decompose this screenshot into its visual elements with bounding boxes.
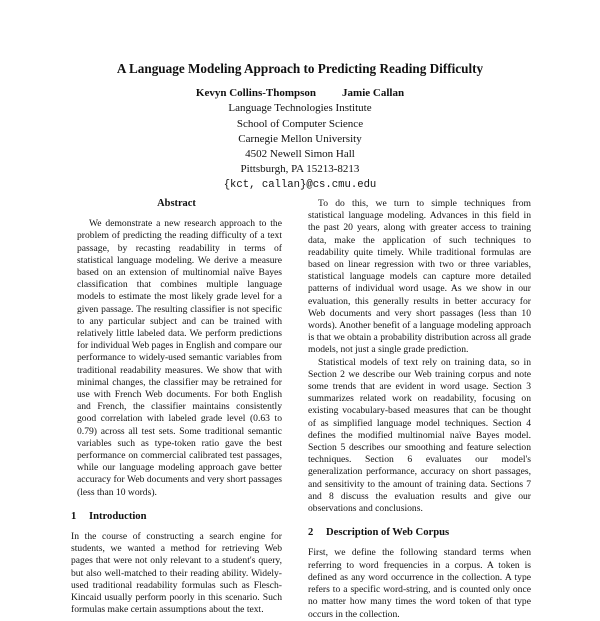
- section-heading-corpus: [308, 527, 531, 539]
- author-name: Jamie Callan: [342, 87, 405, 99]
- affiliation-line: Language Technologies Institute: [228, 102, 372, 115]
- author-email: {kct, callan}@cs.cmu.edu: [223, 178, 377, 191]
- paper-title: A Language Modeling Approach to Predicting Reading Difficulty: [116, 61, 484, 76]
- body-paragraph: Statistical models of text rely on training data, so in Section 2 we describe our Web training corpus and note some trends that are evident in word usage. Section 3 summarizes related work on readability, focusing on existing vocabulary-based measures that can be thought of as simplified language model techniques. Section 4 defines the modified multinomial naïve Bayes model. Section 5 describes our smoothing and feature selection techniques. Section 6 evaluates our model's generalization performance, accuracy on short passages, and sensitivity to the amount of training data. Sections 7 and 8 discuss the evaluation results and give our observations and conclusions.: [308, 356, 531, 515]
- body-paragraph: To do this, we turn to simple techniques from statistical language modeling. Advances in this field in the past 20 years, along with greater access to training data, make the application of such techniques to readability quite timely. While traditional formulas are based on linear regression with two or three variables, statistical language models can capture more detailed patterns of individual word usage. As we show in our evaluation, this generally results in better accuracy for Web documents and very short passages (less than 10 words). Another benefit of a language modeling approach is that we obtain a probability distribution across all grade models, not just a single grade prediction.: [308, 198, 532, 356]
- section-heading-introduction: [71, 511, 282, 523]
- affiliation-line: Pittsburgh, PA 15213-8213: [240, 163, 360, 176]
- author-name: Kevyn Collins-Thompson: [195, 87, 317, 99]
- section-title: Introduction: [89, 510, 147, 522]
- section-number: 1: [71, 510, 77, 522]
- introduction-text: In the course of constructing a search engine for students, we wanted a method for retrieving Web pages that were not only relevant to a student's query, but also well-matched to their reading ability. Widely-used traditional readability formulas such as Flesch-Kincaid usually perform poorly in this scenario. Such formulas make certain assumptions about the text.: [71, 531, 282, 616]
- section-number: 2: [308, 527, 314, 539]
- affiliation-line: Carnegie Mellon University: [238, 132, 362, 145]
- corpus-text: First, we define the following standard terms when referring to word frequencies in a corpus. A token is defined as any word occurrence in the collection. A type refers to a specific word-string, and is counted only once no matter how many times the word token of that type occurs in the collection.: [308, 547, 531, 620]
- left-column: [71, 198, 282, 617]
- affiliation-line: 4502 Newell Simon Hall: [245, 148, 355, 161]
- author-block: [0, 86, 600, 193]
- right-column: [308, 198, 531, 621]
- affiliation-line: School of Computer Science: [236, 117, 364, 130]
- author-names: [0, 86, 600, 101]
- abstract-text: We demonstrate a new research approach to the problem of predicting the reading difficulty of a text passage, by recasting readability in terms of statistical language modeling. We derive a measure based on an extension of multinomial naïve Bayes classification that combines multiple language models to estimate the most likely grade level for a given passage. The resulting classifier is not specific to any particular subject and can be trained with relatively little labeled data. We perform predictions for individual Web pages in English and compare our performance to widely-used semantic variables from traditional readability measures. We show that with minimal changes, the classifier may be retrained for use with French Web documents. For both English and French, the classifier maintains consistently good correlation with labeled grade level (0.63 to 0.79) across all test sets. Some traditional semantic variables such as type-token ratio gave the best performance on commercial calibrated test passages, while our language modeling approach gave better accuracy for Web documents and very short passages (less than 10 words).: [77, 218, 282, 498]
- abstract-heading: Abstract: [157, 198, 196, 209]
- section-title: Description of Web Corpus: [326, 527, 450, 539]
